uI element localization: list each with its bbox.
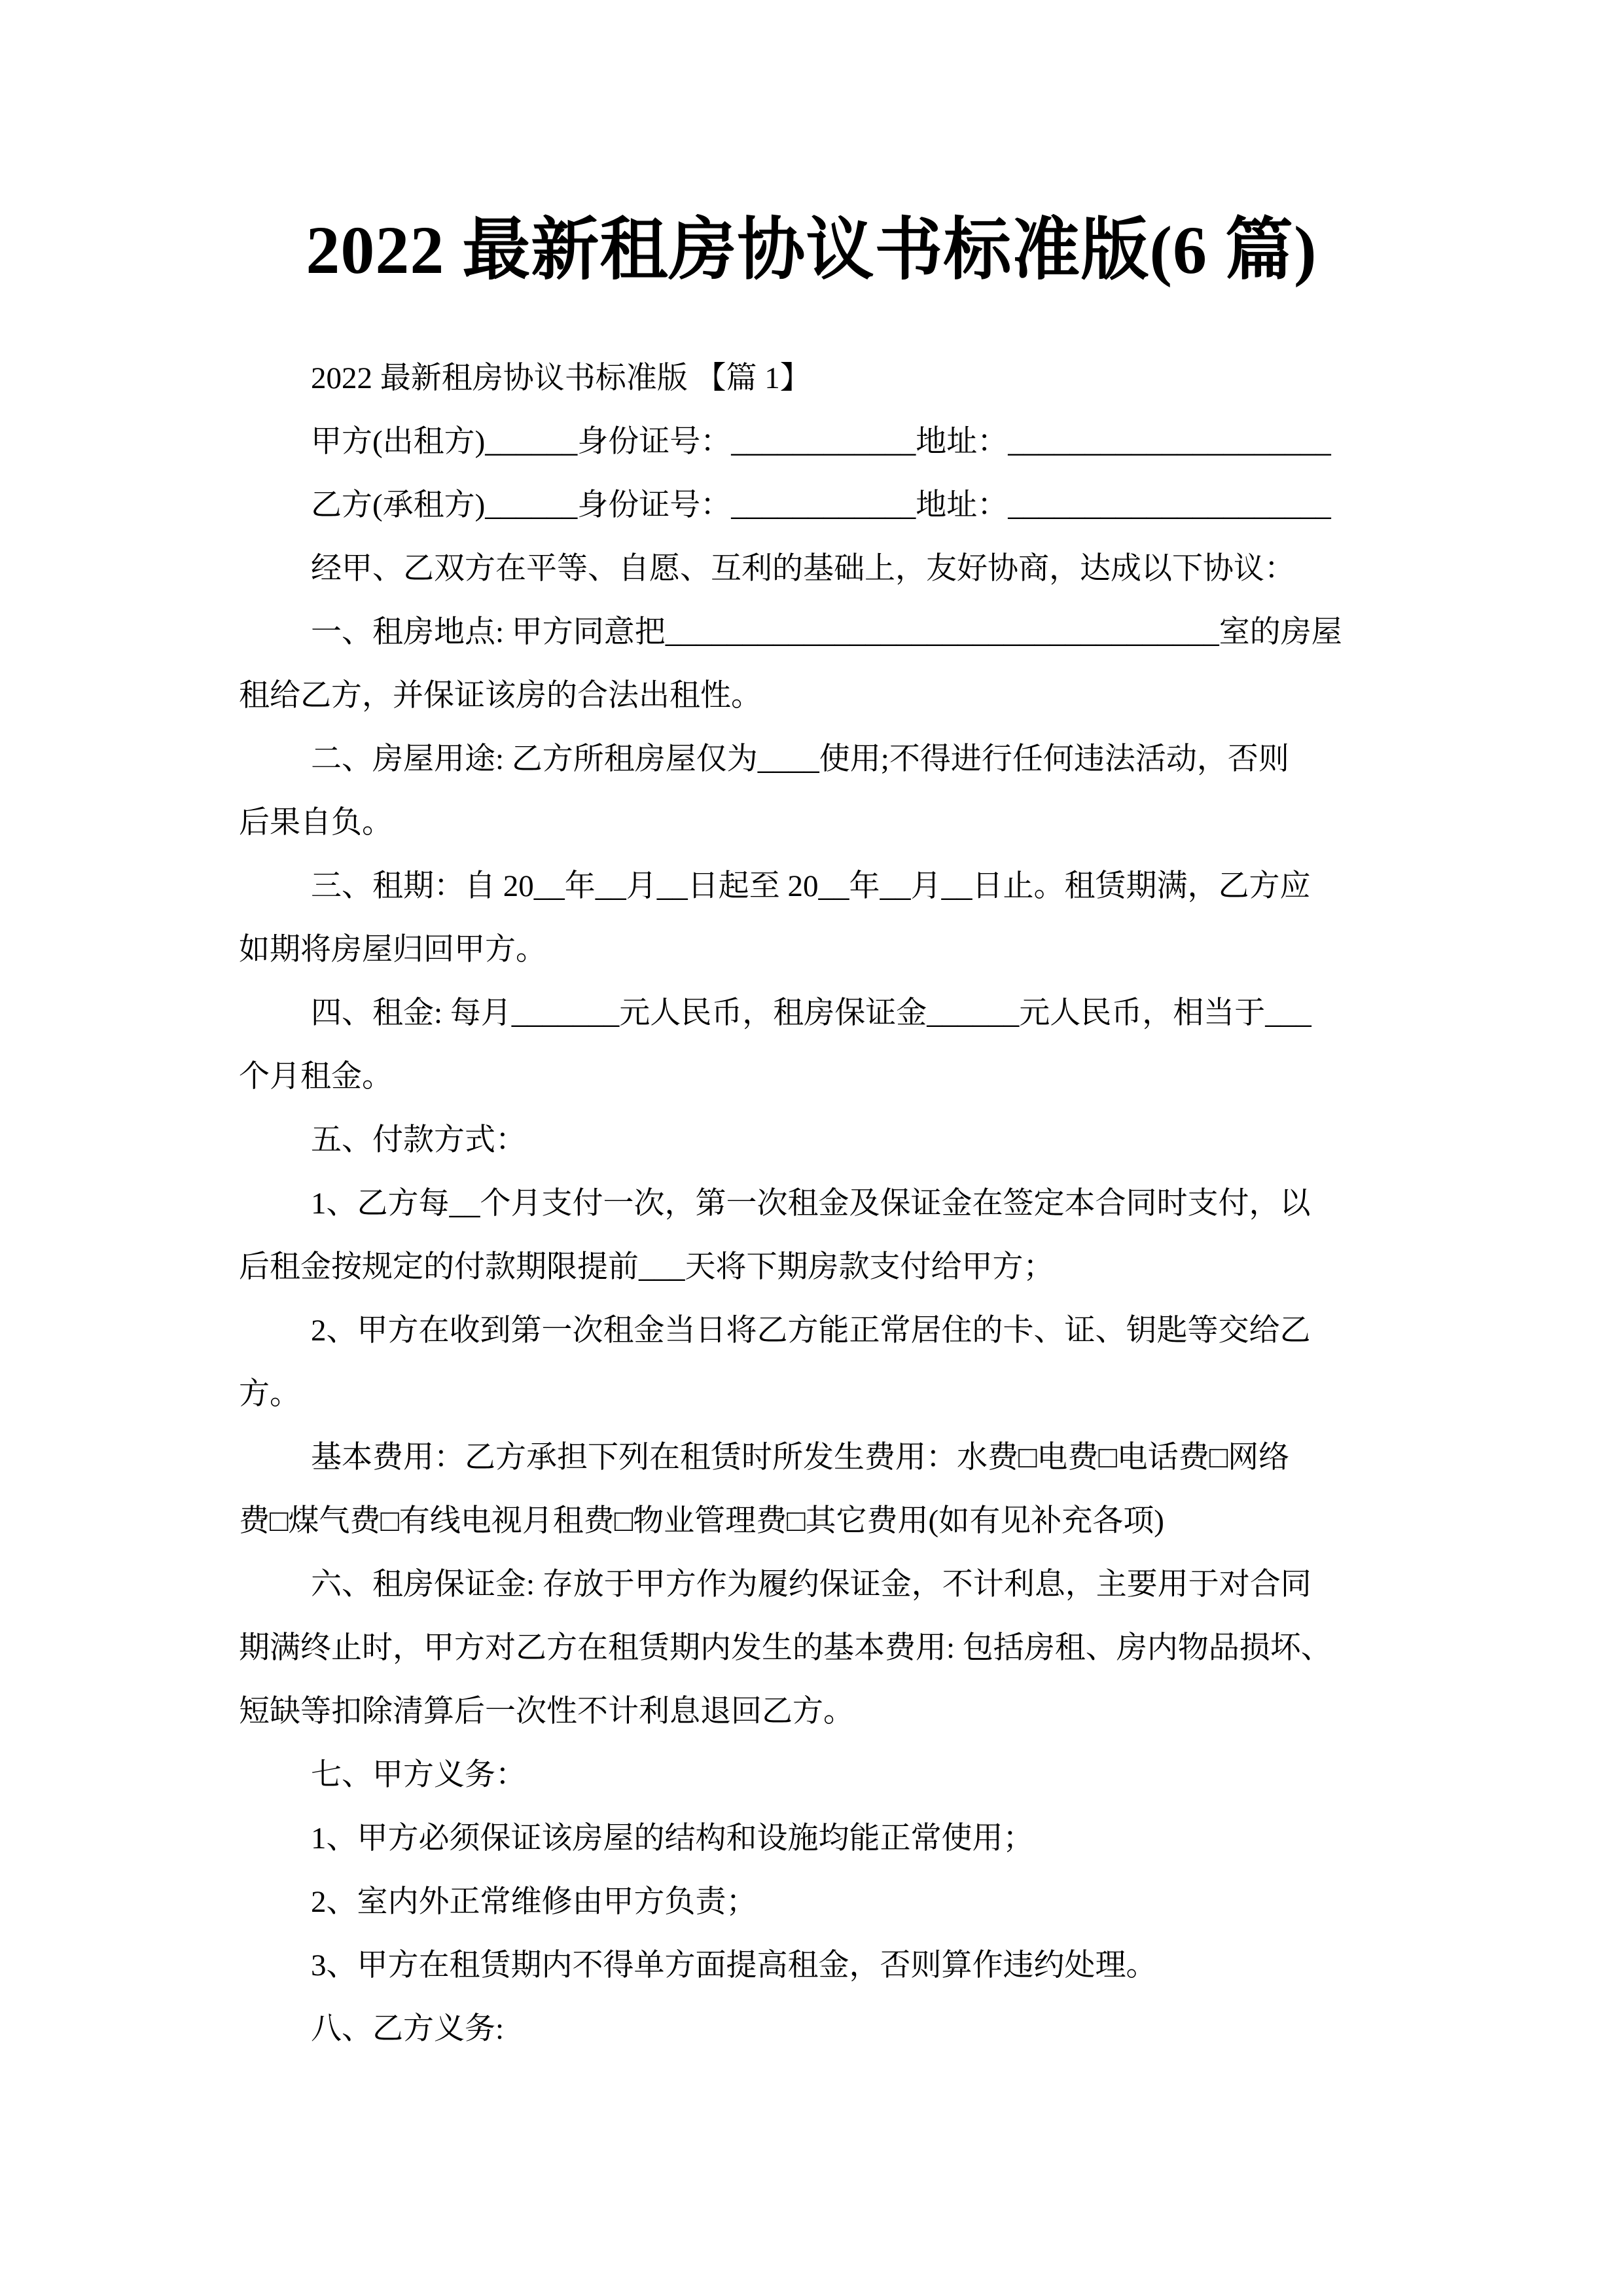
document-line: 基本费用：乙方承担下列在租赁时所发生费用：水费□电费□电话费□网络 — [311, 1441, 1290, 1475]
document-line: 如期将房屋归回甲方。 — [239, 933, 546, 967]
document-line: 期满终止时，甲方对乙方在租赁期内发生的基本费用: 包括房租、房内物品损坏、 — [239, 1631, 1332, 1665]
document-line: 四、租金: 每月_______元人民币，租房保证金______元人民币，相当于___ — [311, 996, 1311, 1030]
document-line: 七、甲方义务： — [311, 1758, 526, 1792]
document-line: 租给乙方，并保证该房的合法出租性。 — [239, 679, 762, 713]
document-line: 后果自负。 — [239, 806, 393, 840]
document-line: 方。 — [239, 1377, 300, 1411]
document-line: 1、甲方必须保证该房屋的结构和设施均能正常使用； — [311, 1821, 1034, 1856]
document-line: 乙方(承租方)______身份证号：____________地址：_____________________ — [311, 488, 1331, 522]
document-line: 1、乙方每__个月支付一次，第一次租金及保证金在签定本合同时支付，以 — [311, 1187, 1311, 1221]
document-line: 三、租期：自 20__年__月__日起至 20__年__月__日止。租赁期满，乙方应 — [311, 869, 1311, 903]
document-line: 2、室内外正常维修由甲方负责； — [311, 1885, 757, 1919]
document-line: 一、租房地点: 甲方同意把____________________________________室的房屋 — [311, 615, 1342, 649]
document-line: 短缺等扣除清算后一次性不计利息退回乙方。 — [239, 1695, 854, 1729]
document-line: 二、房屋用途: 乙方所租房屋仅为____使用;不得进行任何违法活动，否则 — [311, 742, 1289, 776]
document-line: 八、乙方义务: — [311, 2012, 505, 2046]
document-line: 2、甲方在收到第一次租金当日将乙方能正常居住的卡、证、钥匙等交给乙 — [311, 1314, 1311, 1348]
document-line: 3、甲方在租赁期内不得单方面提高租金，否则算作违约处理。 — [311, 1948, 1157, 1982]
document-line: 个月租金。 — [239, 1060, 393, 1094]
document-line: 后租金按规定的付款期限提前___天将下期房款支付给甲方； — [239, 1250, 1054, 1284]
document-title: 2022 最新租房协议书标准版(6 篇) — [306, 213, 1317, 288]
document-body — [239, 347, 1391, 2061]
document-line: 五、付款方式： — [311, 1123, 526, 1157]
document-line: 经甲、乙双方在平等、自愿、互利的基础上，友好协商，达成以下协议： — [311, 552, 1295, 586]
document-line: 六、租房保证金: 存放于甲方作为履约保证金，不计利息，主要用于对合同 — [311, 1568, 1311, 1602]
document-line: 2022 最新租房协议书标准版 【篇 1】 — [311, 361, 811, 395]
document-line: 甲方(出租方)______身份证号：____________地址：_____________________ — [311, 425, 1331, 459]
document-line: 费□煤气费□有线电视月租费□物业管理费□其它费用(如有见补充各项) — [239, 1504, 1164, 1538]
